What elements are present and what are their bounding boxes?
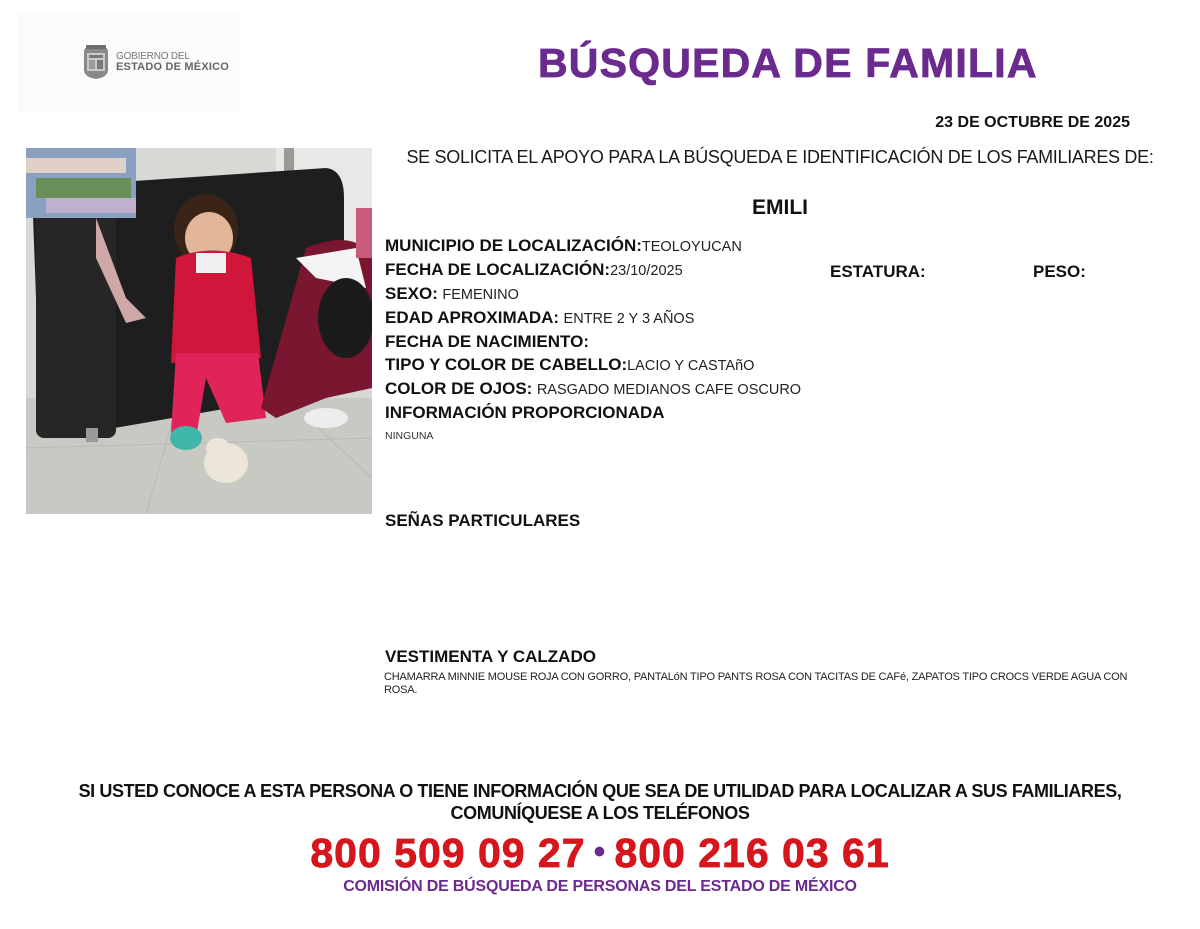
cabello-label: TIPO Y COLOR DE CABELLO:	[385, 355, 628, 374]
sexo-value: FEMENINO	[442, 287, 519, 303]
vestimenta-value: CHAMARRA MINNIE MOUSE ROJA CON GORRO, PANTALóN TIPO PANTS ROSA CON TACITAS DE CAFé, ZAPATOS TIPO CROCS VERDE AGUA CON ROSA.	[384, 671, 1128, 696]
nacimiento-label: FECHA DE NACIMIENTO:	[385, 332, 589, 351]
photo-illustration	[26, 148, 372, 514]
cabello-value: LACIO Y CASTAñO	[627, 358, 755, 374]
informacion-heading: INFORMACIÓN PROPORCIONADA	[385, 403, 665, 422]
request-text: SE SOLICITA EL APOYO PARA LA BÚSQUEDA E IDENTIFICACIÓN DE LOS FAMILIARES DE:	[406, 147, 1154, 167]
sexo-label: SEXO:	[385, 284, 438, 303]
logo-line-2: ESTADO DE MÉXICO	[116, 61, 230, 73]
field-edad	[385, 308, 694, 328]
phone-number-2: 800 216 03 61	[614, 830, 890, 876]
ojos-label: COLOR DE OJOS:	[385, 379, 533, 398]
estatura-label: ESTATURA:	[830, 262, 926, 281]
municipio-label: MUNICIPIO DE LOCALIZACIÓN:	[385, 236, 642, 255]
contact-notice: SI USTED CONOCE A ESTA PERSONA O TIENE INFORMACIÓN QUE SEA DE UTILIDAD PARA LOCALIZAR A SUS FAMILIARES, COMUNÍQUESE A LOS TELÉFONOS	[78, 781, 1122, 823]
field-nacimiento	[385, 332, 589, 352]
municipio-value: TEOLOYUCAN	[641, 239, 742, 255]
state-crest-icon	[80, 44, 112, 80]
edad-value: ENTRE 2 Y 3 AÑOS	[563, 311, 695, 327]
phone-numbers	[0, 830, 1200, 877]
commission-name: COMISIÓN DE BÚSQUEDA DE PERSONAS DEL ESTADO DE MÉXICO	[343, 878, 857, 895]
page-title: BÚSQUEDA DE FAMILIA	[538, 40, 1038, 86]
field-ojos	[385, 379, 801, 399]
logo-line-1: GOBIERNO DEL	[116, 51, 190, 62]
vestimenta-heading: VESTIMENTA Y CALZADO	[385, 647, 596, 666]
government-logo	[80, 44, 229, 80]
field-fecha-localizacion	[385, 260, 683, 280]
field-municipio	[385, 236, 742, 256]
ojos-value: RASGADO MEDIANOS CAFE OSCURO	[536, 382, 802, 398]
phone-number-1: 800 509 09 27	[310, 830, 586, 876]
peso-label: PESO:	[1033, 262, 1086, 281]
separator-dot: •	[593, 833, 607, 871]
fecha-localizacion-value: 23/10/2025	[610, 263, 683, 279]
person-name: EMILI	[752, 196, 808, 219]
bulletin-date: 23 DE OCTUBRE DE 2025	[935, 114, 1130, 131]
edad-label: EDAD APROXIMADA:	[385, 308, 560, 327]
informacion-value: NINGUNA	[385, 430, 434, 442]
fecha-localizacion-label: FECHA DE LOCALIZACIÓN:	[385, 260, 611, 279]
senas-heading: SEÑAS PARTICULARES	[385, 511, 581, 530]
field-sexo	[385, 284, 519, 304]
field-cabello	[385, 355, 754, 375]
person-photo	[26, 148, 372, 514]
